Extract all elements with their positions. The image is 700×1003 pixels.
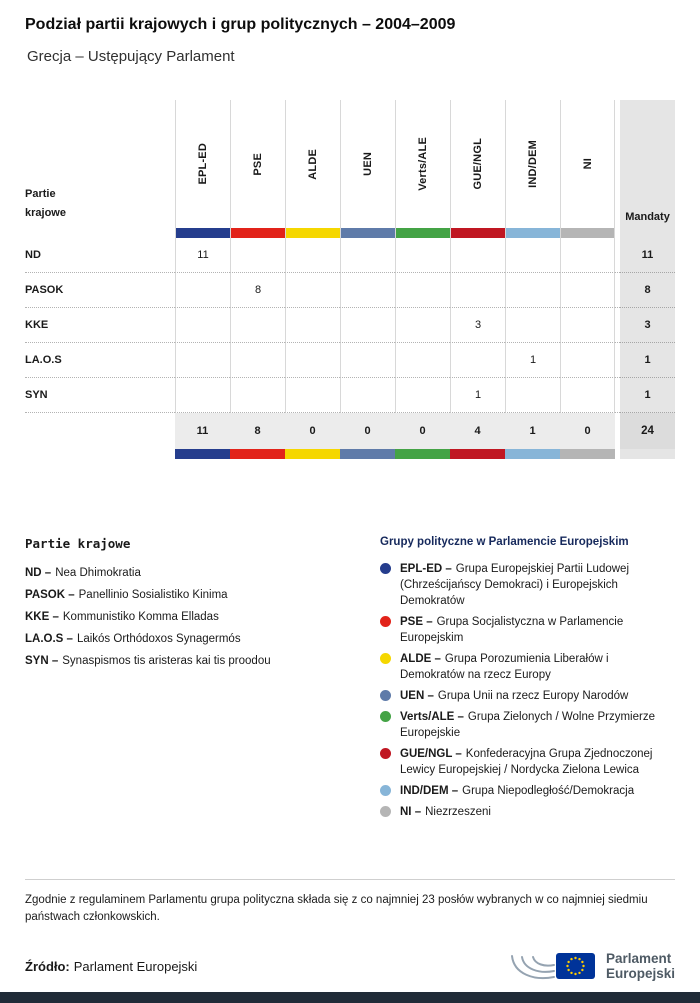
legend-item: ND – Nea Dhimokratia: [25, 567, 141, 579]
seat-cell: [395, 238, 450, 273]
group-color-bar: [560, 228, 615, 238]
legend-item: IND/DEM – Grupa Niepodległość/Demokracja: [380, 783, 676, 799]
column-total: 0: [560, 413, 615, 449]
column-total: 8: [230, 413, 285, 449]
group-color-dot: [380, 616, 391, 627]
legend-item: UEN – Grupa Unii na rzecz Europy Narodów: [380, 688, 676, 704]
empty-cell: [25, 413, 175, 449]
source-row: [25, 940, 675, 992]
group-color-bar: [340, 449, 395, 459]
seat-cell: 8: [230, 273, 285, 308]
seat-cell: [340, 378, 395, 413]
hemicycle-swoosh-icon: [533, 957, 554, 966]
seat-cell: [395, 273, 450, 308]
footnote: Zgodnie z regulaminem Parlamentu grupa polityczna składa się z co najmniej 23 posłów wybranych w co najmniej siedmiu państwach członkowskich.: [25, 879, 675, 926]
group-color-bar: [450, 228, 505, 238]
seat-cell: [175, 378, 230, 413]
seat-cell: [175, 343, 230, 378]
seat-cell: [395, 308, 450, 343]
column-total: 0: [395, 413, 450, 449]
seat-cell: [230, 343, 285, 378]
row-total: 3: [620, 308, 675, 343]
group-color-bar: [450, 449, 505, 459]
national-parties-legend: [25, 536, 355, 677]
group-color-bar: [230, 228, 285, 238]
bottom-bar: [0, 992, 700, 1003]
legend-item: KKE – Kommunistiko Komma Elladas: [25, 611, 219, 623]
party-name: PASOK: [25, 273, 175, 308]
party-name: KKE: [25, 308, 175, 343]
legend-item: Verts/ALE – Grupa Zielonych / Wolne Przymierze Europejskie: [380, 709, 676, 741]
seat-cell: [230, 378, 285, 413]
seat-cell: [450, 343, 505, 378]
row-total: 8: [620, 273, 675, 308]
group-color-bar: [175, 449, 230, 459]
seat-cell: [395, 378, 450, 413]
legend-title: Partie krajowe: [25, 536, 131, 551]
group-color-bar: [175, 228, 230, 238]
legend-item: ALDE – Grupa Porozumienia Liberałów i Demokratów na rzecz Europy: [380, 651, 676, 683]
group-color-bar: [395, 449, 450, 459]
seat-cell: [230, 238, 285, 273]
group-color-bar: [285, 449, 340, 459]
seat-cell: [560, 378, 615, 413]
mandaty-column-fill: [620, 228, 675, 238]
group-column-header: UEN: [340, 100, 395, 228]
legend-item: NI – Niezrzeszeni: [380, 804, 676, 820]
seat-cell: [560, 343, 615, 378]
seat-cell: [505, 308, 560, 343]
source-label: Źródło:: [25, 958, 70, 974]
group-color-dot: [380, 748, 391, 759]
empty-cell: [25, 449, 175, 459]
column-total: 11: [175, 413, 230, 449]
group-column-header: PSE: [230, 100, 285, 228]
seat-cell: [285, 238, 340, 273]
group-column-header: EPL-ED: [175, 100, 230, 228]
seat-cell: [395, 343, 450, 378]
seat-cell: 1: [505, 343, 560, 378]
group-column-header: GUE/NGL: [450, 100, 505, 228]
row-total: 11: [620, 238, 675, 273]
seat-cell: [505, 238, 560, 273]
seat-cell: [340, 343, 395, 378]
seat-cell: [230, 308, 285, 343]
mandaty-header: Mandaty: [620, 100, 675, 228]
empty-cell: [25, 228, 175, 238]
mandaty-column-fill: [620, 449, 675, 459]
seat-cell: [175, 308, 230, 343]
group-column-header: IND/DEM: [505, 100, 560, 228]
group-color-dot: [380, 653, 391, 664]
group-color-dot: [380, 785, 391, 796]
legend-item: PASOK – Panellinio Sosialistiko Kinima: [25, 589, 228, 601]
seat-cell: 3: [450, 308, 505, 343]
seat-cell: [285, 308, 340, 343]
seat-cell: [560, 238, 615, 273]
row-total: 1: [620, 378, 675, 413]
seat-cell: [450, 238, 505, 273]
column-total: 4: [450, 413, 505, 449]
party-name: ND: [25, 238, 175, 273]
group-color-bar: [505, 228, 560, 238]
seat-cell: [285, 378, 340, 413]
seat-cell: [505, 378, 560, 413]
group-color-bar: [285, 228, 340, 238]
source-text: [25, 959, 197, 974]
table-corner-label: Partie krajowe: [25, 100, 175, 228]
row-total: 1: [620, 343, 675, 378]
grand-total: 24: [620, 413, 675, 449]
legend-title: Grupy polityczne w Parlamencie Europejskim: [380, 536, 629, 548]
seat-cell: [340, 238, 395, 273]
group-color-dot: [380, 806, 391, 817]
eu-flag-icon: [506, 950, 598, 982]
group-column-header: Verts/ALE: [395, 100, 450, 228]
seat-cell: [340, 273, 395, 308]
legend-item: SYN – Synaspismos tis aristeras kai tis proodou: [25, 655, 271, 667]
logo-text: Parlament Europejski: [605, 951, 675, 981]
column-total: 0: [285, 413, 340, 449]
group-color-dot: [380, 690, 391, 701]
seat-cell: 11: [175, 238, 230, 273]
seat-cell: [560, 273, 615, 308]
group-color-bar: [505, 449, 560, 459]
seat-cell: [450, 273, 505, 308]
group-color-dot: [380, 563, 391, 574]
ep-logo: [506, 950, 675, 982]
group-color-bar: [340, 228, 395, 238]
seat-cell: [560, 308, 615, 343]
group-color-bar: [560, 449, 615, 459]
group-color-bar: [395, 228, 450, 238]
hemicycle-swoosh-icon: [522, 957, 554, 972]
group-color-bar: [230, 449, 285, 459]
seat-cell: [340, 308, 395, 343]
seat-cell: [505, 273, 560, 308]
party-name: LA.O.S: [25, 343, 175, 378]
seat-cell: [285, 273, 340, 308]
seat-cell: [285, 343, 340, 378]
page-subtitle: Grecja – Ustępujący Parlament: [27, 48, 235, 65]
party-name: SYN: [25, 378, 175, 413]
seat-cell: [175, 273, 230, 308]
column-total: 1: [505, 413, 560, 449]
group-color-dot: [380, 711, 391, 722]
legend-item: LA.O.S – Laikós Orthódoxos Synagermós: [25, 633, 241, 645]
group-column-header: ALDE: [285, 100, 340, 228]
seat-cell: 1: [450, 378, 505, 413]
page-title: Podział partii krajowych i grup politycznych – 2004–2009: [25, 16, 456, 33]
seats-table: [25, 100, 675, 459]
legend-item: EPL-ED – Grupa Europejskiej Partii Ludowej (Chrześcijańscy Demokraci) i Europejskich Demokratów: [380, 561, 676, 609]
legend-item: PSE – Grupa Socjalistyczna w Parlamencie Europejskim: [380, 614, 676, 646]
group-column-header: NI: [560, 100, 615, 228]
column-total: 0: [340, 413, 395, 449]
legend-item: GUE/NGL – Konfederacyjna Grupa Zjednoczonej Lewicy Europejskiej / Nordycka Zielona Lewica: [380, 746, 676, 778]
political-groups-legend: [380, 536, 676, 825]
source-value: Parlament Europejski: [73, 958, 198, 974]
